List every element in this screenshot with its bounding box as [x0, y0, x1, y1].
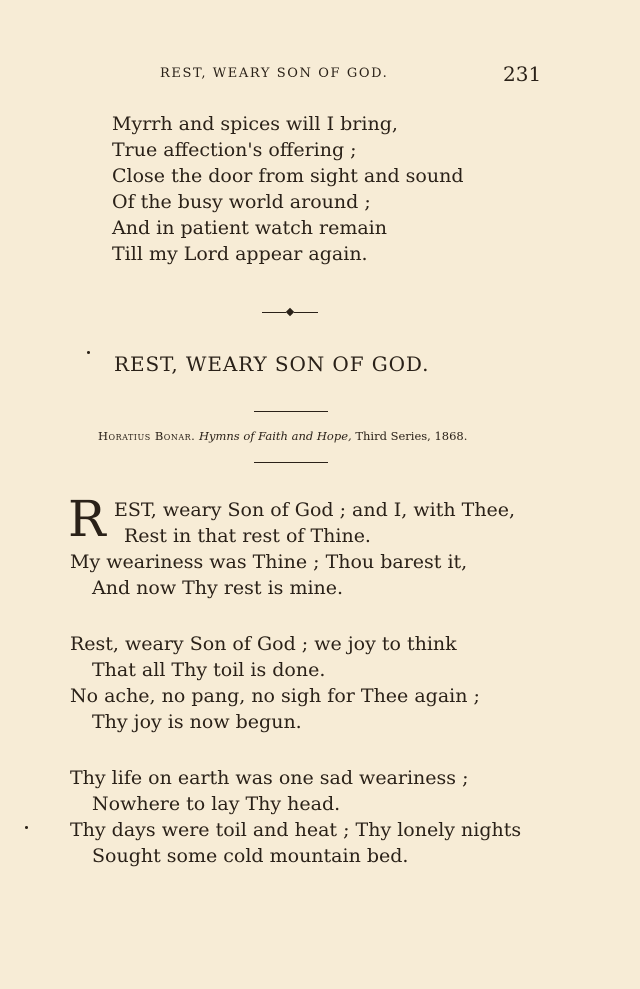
verse-line: Thy days were toil and heat ; Thy lonely nights	[70, 819, 522, 841]
attribution-line	[98, 429, 467, 443]
running-title: REST, WEARY SON OF GOD.	[160, 66, 389, 81]
drop-cap: R	[68, 490, 106, 548]
verse-line: And now Thy rest is mine.	[92, 577, 344, 599]
page-number: 231	[503, 62, 542, 86]
verse-line: Sought some cold mountain bed.	[92, 845, 409, 867]
verse-line: Of the busy world around ;	[112, 191, 371, 213]
verse-line: Rest in that rest of Thine.	[124, 525, 371, 547]
poem-title: REST, WEARY SON OF GOD.	[114, 352, 430, 376]
verse-line: Till my Lord appear again.	[112, 243, 368, 265]
verse-line: Nowhere to lay Thy head.	[92, 793, 341, 815]
verse-line: Thy joy is now begun.	[92, 711, 302, 733]
verse-line: That all Thy toil is done.	[92, 659, 326, 681]
verse-line: True affection's offering ;	[112, 139, 357, 161]
attribution-rule	[254, 462, 328, 463]
print-speck	[25, 826, 28, 829]
verse-line: Thy life on earth was one sad weariness ;	[70, 767, 469, 789]
verse-line: Rest, weary Son of God ; we joy to think	[70, 633, 457, 655]
source-title: Hymns of Faith and Hope,	[198, 429, 352, 443]
verse-line: Close the door from sight and sound	[112, 165, 464, 187]
source-detail: Third Series, 1868.	[355, 429, 468, 443]
verse-line: My weariness was Thine ; Thou barest it,	[70, 551, 468, 573]
verse-line: No ache, no pang, no sigh for Thee again ;	[70, 685, 480, 707]
title-rule	[254, 411, 328, 412]
verse-line: And in patient watch remain	[112, 217, 387, 239]
verse-line: EST, weary Son of God ; and I, with Thee,	[114, 499, 516, 521]
verse-line: Myrrh and spices will I bring,	[112, 113, 398, 135]
author-name: Horatius Bonar.	[98, 429, 196, 443]
section-ornament	[262, 308, 318, 318]
print-speck	[87, 351, 90, 354]
